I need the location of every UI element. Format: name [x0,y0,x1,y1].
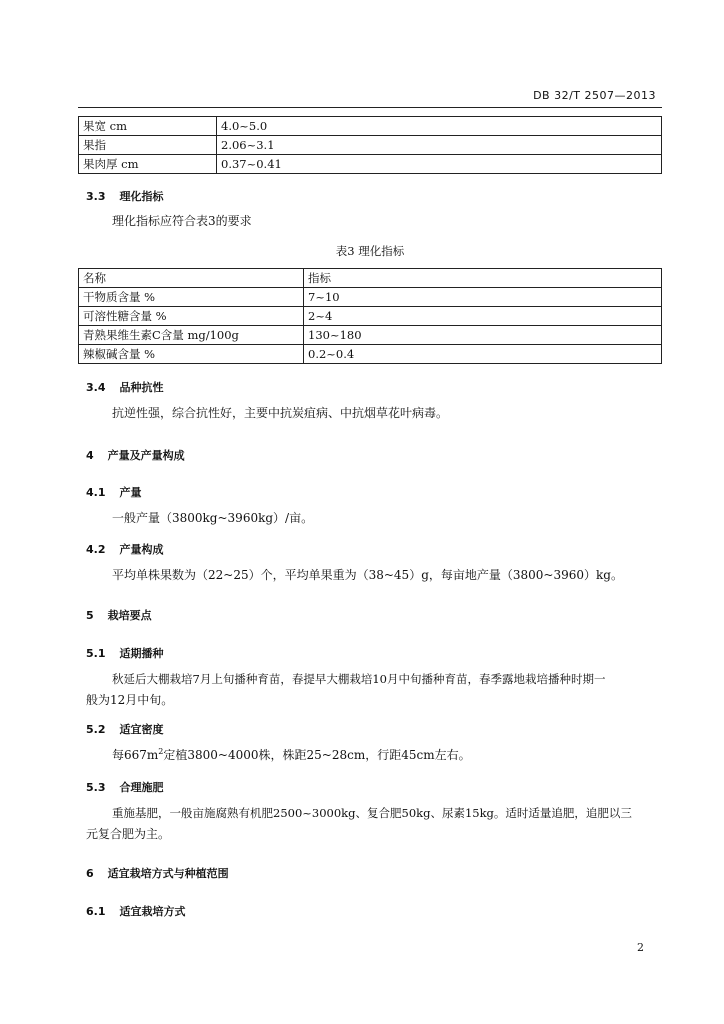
table-cell: 2~4 [304,307,662,326]
table-cell: 7~10 [304,288,662,307]
table-3 [78,268,662,364]
section-heading-3-4 [86,379,164,395]
section-heading-5-3 [86,779,164,795]
section-title: 适宜密度 [119,723,164,736]
section-heading-5 [86,607,152,623]
section-title: 理化指标 [119,190,164,203]
section-heading-4-1 [86,484,142,500]
table-cell: 干物质含量 % [79,288,304,307]
superscript: 2 [158,747,164,756]
section-title: 产量及产量构成 [107,449,185,462]
table-cell: 可溶性糖含量 % [79,307,304,326]
paragraph-line: 秋延后大棚栽培7月上旬播种育苗，春提早大棚栽培10月中旬播种育苗，春季露地栽培播种时期一 [112,672,606,686]
section-number: 5 [86,609,94,622]
section-number: 5.2 [86,723,106,736]
section-number: 6.1 [86,905,106,918]
section-heading-4 [86,447,185,463]
table-header-cell: 指标 [304,269,662,288]
page-number: 2 [637,941,644,954]
section-heading-5-1 [86,645,164,661]
section-heading-3-3 [86,188,164,204]
table-row [79,155,662,174]
section-number: 3.4 [86,381,106,394]
table-row [79,117,662,136]
paragraph: 理化指标应符合表3的要求 [112,214,252,228]
section-number: 3.3 [86,190,106,203]
section-title: 适期播种 [119,647,164,660]
paragraph-line: 般为12月中旬。 [86,693,174,707]
section-number: 5.1 [86,647,106,660]
paragraph: 平均单株果数为（22~25）个，平均单果重为（38~45）g，每亩地产量（3800~3960）kg。 [112,568,623,582]
section-title: 适宜栽培方式与种植范围 [107,867,229,880]
section-title: 合理施肥 [119,781,164,794]
table-cell: 青熟果维生素C含量 mg/100g [79,326,304,345]
document-code: DB 32/T 2507—2013 [533,89,656,102]
section-title: 品种抗性 [119,381,164,394]
paragraph: 抗逆性强，综合抗性好，主要中抗炭疽病、中抗烟草花叶病毒。 [112,406,449,420]
section-number: 5.3 [86,781,106,794]
table-cell: 0.2~0.4 [304,345,662,364]
text-run: 每667m [112,748,159,762]
table-row [79,307,662,326]
table-header-row [79,269,662,288]
table-cell: 2.06~3.1 [217,136,662,155]
continued-table [78,116,662,174]
section-heading-4-2 [86,541,164,557]
section-title: 产量构成 [119,543,164,556]
table-cell: 果指 [79,136,217,155]
section-number: 6 [86,867,94,880]
table-cell: 130~180 [304,326,662,345]
paragraph-line: 元复合肥为主。 [86,827,171,841]
section-heading-6-1 [86,903,186,919]
paragraph [112,745,471,766]
section-number: 4.1 [86,486,106,499]
section-title: 产量 [119,486,142,499]
table-cell: 果肉厚 cm [79,155,217,174]
section-heading-6 [86,865,229,881]
table-row [79,136,662,155]
table-cell: 果宽 cm [79,117,217,136]
text-run: 定植3800~4000株，株距25~28cm，行距45cm左右。 [163,748,471,762]
paragraph-line: 重施基肥，一般亩施腐熟有机肥2500~3000kg、复合肥50kg、尿素15kg。适时适量追肥，追肥以三 [112,806,632,820]
table-row [79,345,662,364]
table-row [79,288,662,307]
table-row [79,326,662,345]
section-title: 适宜栽培方式 [119,905,186,918]
header-rule [78,107,662,108]
paragraph: 一般产量（3800kg~3960kg）/亩。 [112,511,314,525]
table-cell: 0.37~0.41 [217,155,662,174]
table-cell: 4.0~5.0 [217,117,662,136]
table-header-cell: 名称 [79,269,304,288]
section-number: 4.2 [86,543,106,556]
section-number: 4 [86,449,94,462]
section-heading-5-2 [86,721,164,737]
table-caption: 表3 理化指标 [335,244,405,258]
table-cell: 辣椒碱含量 % [79,345,304,364]
section-title: 栽培要点 [107,609,152,622]
